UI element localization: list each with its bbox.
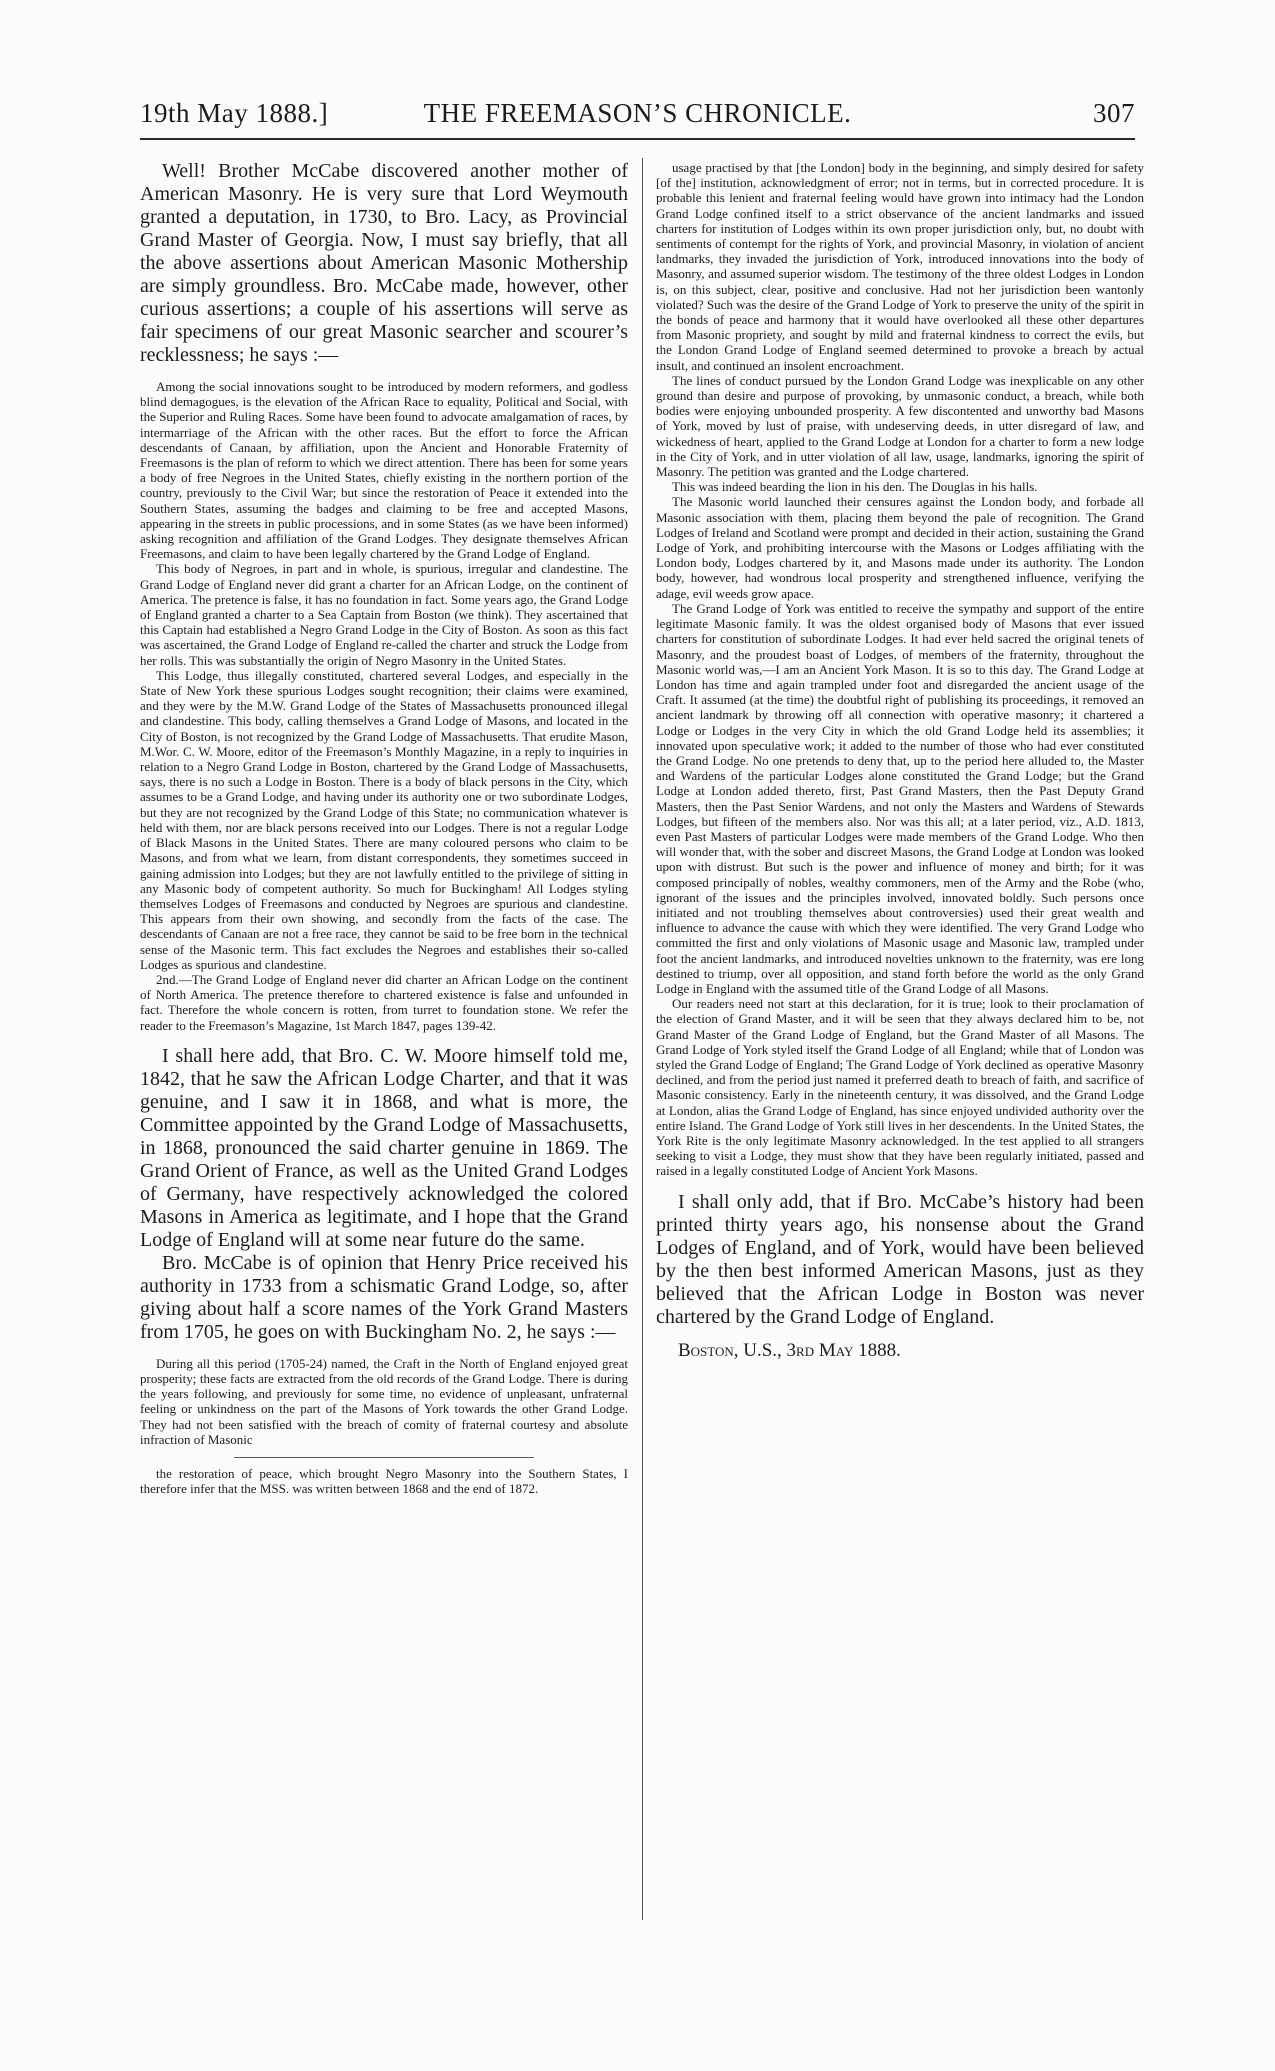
body-paragraph: Well! Brother McCabe discovered another mother of American Masonry. He is very sure that Lord Weymouth granted a deputation, in 1730, to Bro. Lacy, as Provincial Grand Master of Georgia. Now, I must say briefly, that all the above assertions about American Masonic Mothership are simply groundless. Bro. McCabe made, however, other curious assertions; a couple of his assertions will serve as fair specimens of our great Masonic searcher and scourer’s recklessness; he says :— (140, 160, 628, 366)
quoted-paragraph: The Grand Lodge of York was entitled to receive the sympathy and support of the entire legitimate Masonic family. It was the oldest organised body of Masons that ever issued charters for constitution of subordinate Lodges. It had ever held sacred the original tenets of Masonry, and the proudest boast of Lodges, of members of the fraternity, throughout the Masonic world was,—I am an Ancient York Mason. It is so to this day. The Grand Lodge at London has time and again trampled under foot and disregarded the ancient usage of the Craft. It assumed (at the time) the doubtful right of publishing its proceedings, it removed an ancient landmark by throwing off all connection with operative masonry; it chartered a Lodge or Lodges in the very City in which the old Grand Lodge held its assemblies; it innovated upon speculative work; it added to the number of those who had ever constituted the Grand Lodge. No one pretends to deny that, up to the period here alluded to, the Master and Wardens of the particular Lodges alone constituted the Grand Lodge; but the Grand Lodge at London added thereto, first, Past Grand Masters, then the Past Deputy Grand Masters, then the Past Senior Wardens, and not only the Masters and Wardens of Stewards Lodges, but fifteen of the members also. Nor was this all; at a later period, viz., A.D. 1813, even Past Masters of particular Lodges were made members of the Grand Lodge. Who then will wonder that, with the sober and discreet Masons, the Grand Lodge at London was looked upon with distrust. But such is the power and influence of money and birth; for it was composed principally of nobles, wealthy commoners, men of the Army and the Robe (who, ignorant of the issues and the principles involved, innovated boldly. Such persons once initiated and not troubling themselves about controversies) used their great wealth and influence to advance the cause with which they were identified. The very Grand Lodge who committed the first and only violations of Masonic usage and Masonic law, trampled under foot the ancient landmarks, and introduced novelties unknown to the fraternity, was ere long destined to triump, over all opposition, and stand forth before the world as the only Grand Lodge in England with the assumed title of the Grand Lodge of all Masons. (656, 600, 1144, 996)
body-paragraph: I shall here add, that Bro. C. W. Moore himself told me, 1842, that he saw the African Lodge Charter, and that it was genuine, and I saw it in 1868, and what is more, the Committee appointed by the Grand Lodge of Massachusetts, in 1868, pronounced the said charter genuine in 1869. The Grand Orient of France, as well as the United Grand Lodges of Germany, have respectively acknowledged the colored Masons in America as legitimate, and I hope that the Grand Lodge of England will at some near future do the same. (140, 1044, 628, 1251)
right-column (656, 160, 1144, 1362)
quoted-paragraph: Among the social innovations sought to be introduced by modern reformers, and godless blind demagogues, is the elevation of the African Race to equality, Political and Social, with the Superior and Ruling Races. Some have been found to advocate amalgamation of races, by intermarriage of the African with the other races. But the effort to force the African descendants of Canaan, by affiliation, upon the Ancient and Honorable Fraternity of Freemasons is the plan of reform to which we direct attention. There has been for some years a body of free Negroes in the United States, chiefly existing in the northern portion of the country, previously to the Civil War; but since the restoration of Peace it extended into the Southern States, assuming the badges and claiming to be free and accepted Masons, appearing in the streets in public processions, and in some States (as we have been informed) asking recognition and affiliation of the Grand Lodges. They designate themselves African Freemasons, and claim to have been legally chartered by the Grand Lodge of England. (140, 379, 628, 562)
masthead-rule (140, 138, 1135, 140)
body-paragraph: Bro. McCabe is of opinion that Henry Price received his authority in 1733 from a schismatic Grand Lodge, so, after giving about half a score names of the York Grand Masters from 1705, he goes on with Buckingham No. 2, he says :— (140, 1251, 628, 1343)
quoted-paragraph: 2nd.—The Grand Lodge of England never did charter an African Lodge on the continent of North America. The pretence therefore to chartered existence is false and unfounded in fact. Therefore the whole concern is rotten, from turret to foundation stone. We refer the reader to the Freemason’s Magazine, 1st March 1847, pages 139-42. (140, 971, 628, 1033)
block-spacer (140, 1033, 628, 1045)
left-column (140, 160, 628, 1496)
signoff-dateline: Boston, U.S., 3rd May 1888. (678, 1339, 901, 1361)
quoted-paragraph: The Masonic world launched their censures against the London body, and forbade all Masonic association with them, placing them beyond the pale of recognition. The Grand Lodges of Ireland and Scotland were prompt and decided in their action, sustaining the Grand Lodge of York, and prohibiting intercourse with the Masons or Lodges affiliating with the London body, Lodges chartered by it, and Masons made under its authority. The London body, however, had wondrous local prosperity and strengthened influence, verifying the adage, evil weeds grow apace. (656, 494, 1144, 601)
quoted-paragraph: This Lodge, thus illegally constituted, chartered several Lodges, and especially in the State of New York these spurious Lodges sought recognition; their claims were examined, and they were by the M.W. Grand Lodge of the States of Massachusetts pronounced illegal and clandestine. This body, calling themselves a Grand Lodge of Masons, and located in the City of Boston, is not recognized by the Grand Lodge of Massachusetts. That erudite Mason, M.Wor. C. W. Moore, editor of the Freemason’s Monthly Magazine, in a reply to inquiries in relation to a Negro Grand Lodge in Boston, chartered by the Grand Lodge of Massachusetts, says, there is no such a Lodge in Boston. There is a body of black persons in the City, which assumes to be a Grand Lodge, and having under its authority one or two subordinate Lodges, but they are not recognized by the Grand Lodge of this State; no communication whatever is held with them, nor are black persons received into our Lodges. There is not a regular Lodge of Black Masons in the United States. There are many coloured persons who claim to be Masons, and from what we learn, from distant correspondents, they sometimes succeed in gaining admission into Lodges; but they are not lawfully entitled to the privilege of sitting in any Masonic body of competent authority. So much for Buckingham! All Lodges styling themselves Lodges of Freemasons and conducted by Negroes are spurious and clandestine. This appears from their own showing, and secondly from the facts of the case. The descendants of Canaan are not a free race, they cannot be said to be free born in the technical sense of the Masonic term. This fact excludes the Negroes and establishes their so-called Lodges as spurious and clandestine. (140, 667, 628, 972)
column-divider (642, 158, 643, 1920)
quoted-paragraph: Our readers need not start at this declaration, for it is true; look to their proclamation of the election of Grand Master, and it will be seen that they always declared him to be, not Grand Master of the Grand Lodge of England, but the Grand Master of all Masons. The Grand Lodge of York styled itself the Grand Lodge of all England; while that of London was styled the Grand Lodge of England; The Grand Lodge of York declined as operative Masonry declined, and from the period just named it preferred death to breach of faith, and sacrifice of Masonic consistency. Early in the nineteenth century, it was dissolved, and the Grand Lodge at London, alias the Grand Lodge of England, has since enjoyed undivided authority over the entire Island. The Grand Lodge of York still lives in her descendents. In the United States, the York Rite is the only legitimate Masonry acknowledged. In the test applied to all strangers seeking to visit a Lodge, they must show that they have been regularly initiated, passed and raised in a legally constituted Lodge of Ancient York Masons. (656, 996, 1144, 1179)
block-spacer (140, 367, 628, 379)
block-spacer (656, 1179, 1144, 1191)
quoted-paragraph: During all this period (1705-24) named, the Craft in the North of England enjoyed great prosperity; these facts are extracted from the old records of the Grand Lodge. There is during the years following, and previously for some time, no evidence of unpleasant, unfraternal feeling or unkindness on the part of the Masons of York towards the other Grand Lodge. They had not been satisfied with the breach of comity of fraternal courtesy and absolute infraction of Masonic (140, 1355, 628, 1447)
issue-date: 19th May 1888.] (140, 98, 329, 128)
block-spacer (140, 1344, 628, 1356)
right-column-body (656, 160, 1144, 1329)
page-number: 307 (1093, 98, 1135, 128)
masthead (140, 98, 1135, 132)
quoted-paragraph: This body of Negroes, in part and in whole, is spurious, irregular and clandestine. The Grand Lodge of England never did grant a charter for an African Lodge, on the continent of America. The pretence is false, it has no foundation in fact. Some years ago, the Grand Lodge of England granted a charter to a Sea Captain from Boston (we think). They ascertained that this Captain had established a Negro Grand Lodge in the City of Boston. As soon as this fact was ascertained, the Grand Lodge of England re-called the charter and struck the Lodge from her rolls. This was substantially the origin of Negro Masonry in the United States. (140, 561, 628, 668)
quoted-paragraph: usage practised by that [the London] body in the beginning, and simply desired for safety [of the] institution, acknowledgment of error; not in terms, but in corrected procedure. It is probable this lenient and fraternal feeling would have grown into intimacy had the London Grand Lodge confined itself to a strict observance of the ancient landmarks and issued charters for institution of Lodges within its own proper jurisdiction only, but, no doubt with sentiments of contempt for the rights of York, and provincial Masonry, in violation of ancient landmarks, they invaded the jurisdiction of York, introduced innovations into the body of Masonry, and assumed superior wisdom. The testimony of the three oldest Lodges in London is, on this subject, clear, positive and conclusive. Had not her jurisdiction been wantonly violated? Such was the desire of the Grand Lodge of York to preserve the unity of the spirit in the bonds of peace and harmony that it would have overlooked all these other departures from Masonic propriety, and sought by mild and fraternal kindness to correct the evils, but the London Grand Lodge of England seemed determined to provoke a breach by actual insult, and continued an insolent encroachment. (656, 160, 1144, 373)
continuation-rule (234, 1457, 534, 1458)
body-paragraph: I shall only add, that if Bro. McCabe’s history had been printed thirty years ago, his nonsense about the Grand Lodges of England, and of York, would have been believed by the then best informed American Masons, just as they believed that the African Lodge in Boston was never chartered by the Grand Lodge of England. (656, 1190, 1144, 1328)
publication-title: THE FREEMASON’S CHRONICLE. (423, 98, 852, 128)
quoted-paragraph: This was indeed bearding the lion in his den. The Douglas in his halls. (672, 479, 1038, 495)
quoted-paragraph: The lines of conduct pursued by the London Grand Lodge was inexplicable on any other ground than desire and purpose of provoking, by unmasonic conduct, a breach, while both bodies were enjoying unbounded prosperity. A few discontented and unworthy bad Masons of York, moved by lust of praise, with undeserving deeds, in utter disregard of law, and wickedness of heart, applied to the Grand Lodge at London for a charter to form a new lodge in the City of York, and in utter violation of all law, usage, landmarks, ignoring the spirit of Masonry. The petition was granted and the Lodge chartered. (656, 372, 1144, 480)
quoted-paragraph: the restoration of peace, which brought Negro Masonry into the Southern States, I therefore infer that the MSS. was written between 1868 and the end of 1872. (140, 1465, 628, 1497)
